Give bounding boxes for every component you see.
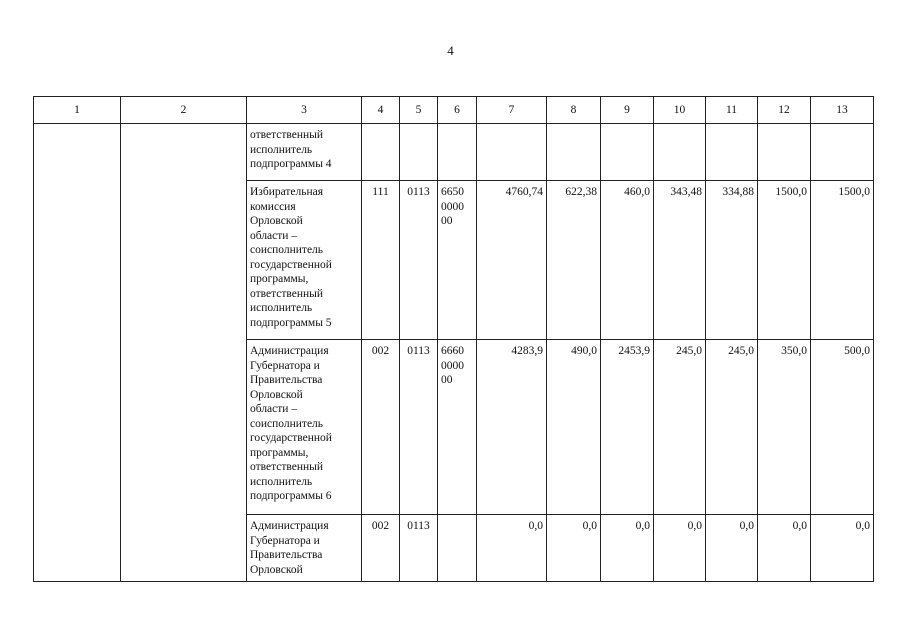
code-line: 00 <box>441 374 453 386</box>
cell-c11: 334,88 <box>706 181 758 340</box>
cell-c7 <box>477 124 547 181</box>
cell-c11: 0,0 <box>706 515 758 582</box>
cell-c4: 002 <box>362 340 400 515</box>
cell-c12: 0,0 <box>758 515 811 582</box>
cell-c10: 343,48 <box>654 181 706 340</box>
cell-c5: 0113 <box>400 515 438 582</box>
column-header: 12 <box>758 97 811 124</box>
code-line: 6660 <box>441 345 464 357</box>
cell-c10: 0,0 <box>654 515 706 582</box>
cell-c5 <box>400 124 438 181</box>
name-line: области – <box>250 229 298 242</box>
name-line: государственной <box>250 258 332 271</box>
cell-col2-empty <box>121 124 247 582</box>
name-line: Правительства <box>250 374 323 386</box>
name-line: Администрация <box>250 520 329 532</box>
name-line: подпрограммы 5 <box>250 316 332 329</box>
column-header: 10 <box>654 97 706 124</box>
name-line: ответственный <box>250 129 324 141</box>
cell-c6 <box>438 124 477 181</box>
cell-c10: 245,0 <box>654 340 706 515</box>
cell-c8: 622,38 <box>547 181 601 340</box>
cell-c10 <box>654 124 706 181</box>
code-line: 0000 <box>441 359 464 372</box>
cell-c11: 245,0 <box>706 340 758 515</box>
name-line: Правительства <box>250 549 323 561</box>
name-line: исполнитель <box>250 143 313 156</box>
cell-col1-empty <box>34 124 121 582</box>
cell-c4 <box>362 124 400 181</box>
cell-c5: 0113 <box>400 181 438 340</box>
name-line: области – <box>250 403 298 415</box>
name-line: исполнитель <box>250 475 313 488</box>
code-line: 0000 <box>441 200 464 213</box>
name-line: Орловской <box>250 388 303 401</box>
header-row <box>34 97 874 124</box>
cell-c7: 0,0 <box>477 515 547 582</box>
cell-executor-name <box>247 515 362 582</box>
name-line: исполнитель <box>250 302 313 314</box>
name-line: комиссия <box>250 200 296 213</box>
code-line: 00 <box>441 215 453 227</box>
column-header: 11 <box>706 97 758 124</box>
name-line: подпрограммы 6 <box>250 490 332 502</box>
column-header: 7 <box>477 97 547 124</box>
cell-c13: 0,0 <box>811 515 874 582</box>
name-line: подпрограммы 4 <box>250 158 332 170</box>
cell-c13 <box>811 124 874 181</box>
cell-c13: 1500,0 <box>811 181 874 340</box>
cell-c4: 111 <box>362 181 400 340</box>
name-line: программы, <box>250 273 309 285</box>
budget-table <box>33 96 874 582</box>
cell-c9: 2453,9 <box>601 340 654 515</box>
cell-executor-name <box>247 124 362 181</box>
table-row <box>34 124 874 181</box>
cell-c9: 460,0 <box>601 181 654 340</box>
name-line: Администрация <box>250 345 329 357</box>
column-header: 4 <box>362 97 400 124</box>
cell-c8: 490,0 <box>547 340 601 515</box>
name-line: Орловской <box>250 563 303 576</box>
column-header: 9 <box>601 97 654 124</box>
name-line: соисполнитель <box>250 417 324 430</box>
name-line: Губернатора и <box>250 534 320 547</box>
cell-c8 <box>547 124 601 181</box>
column-header: 6 <box>438 97 477 124</box>
cell-c11 <box>706 124 758 181</box>
column-header: 1 <box>34 97 121 124</box>
column-header: 8 <box>547 97 601 124</box>
column-header: 2 <box>121 97 247 124</box>
cell-c9: 0,0 <box>601 515 654 582</box>
cell-c12: 350,0 <box>758 340 811 515</box>
column-header: 13 <box>811 97 874 124</box>
cell-c7: 4760,74 <box>477 181 547 340</box>
page-number: 4 <box>447 43 454 58</box>
cell-c12: 1500,0 <box>758 181 811 340</box>
cell-c6 <box>438 181 477 340</box>
cell-c13: 500,0 <box>811 340 874 515</box>
name-line: Орловской <box>250 215 303 227</box>
cell-c8: 0,0 <box>547 515 601 582</box>
name-line: ответственный <box>250 287 324 300</box>
cell-c5: 0113 <box>400 340 438 515</box>
column-header: 5 <box>400 97 438 124</box>
cell-c12 <box>758 124 811 181</box>
name-line: государственной <box>250 432 332 444</box>
name-line: соисполнитель <box>250 244 324 256</box>
cell-c4: 002 <box>362 515 400 582</box>
cell-executor-name <box>247 181 362 340</box>
cell-executor-name <box>247 340 362 515</box>
cell-c9 <box>601 124 654 181</box>
name-line: Губернатора и <box>250 359 320 372</box>
name-line: Избирательная <box>250 186 324 198</box>
cell-c6 <box>438 340 477 515</box>
code-line: 6650 <box>441 186 464 198</box>
cell-c6 <box>438 515 477 582</box>
name-line: программы, <box>250 446 309 459</box>
column-header: 3 <box>247 97 362 124</box>
name-line: ответственный <box>250 461 324 473</box>
cell-c7: 4283,9 <box>477 340 547 515</box>
